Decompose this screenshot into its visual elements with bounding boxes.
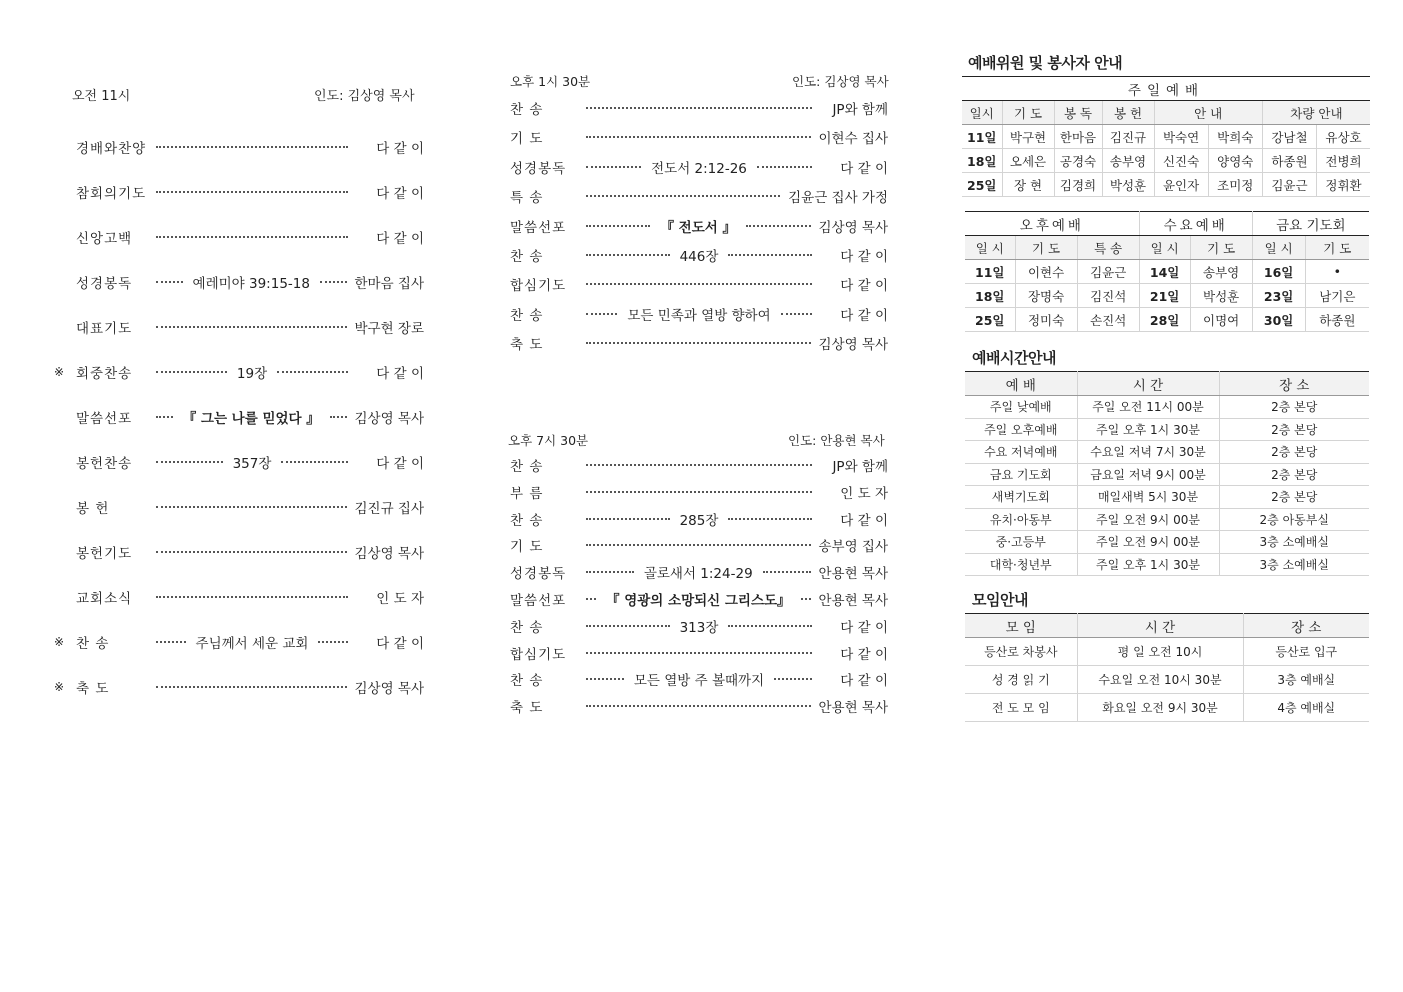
table-row	[965, 666, 1369, 694]
service-item	[76, 227, 424, 247]
evening-time: 오후 7시 30분	[508, 433, 589, 448]
leader-dots	[156, 191, 348, 193]
service-item	[54, 362, 424, 382]
table-cell: 25일	[962, 173, 1002, 197]
item-leader: 다 같 이	[376, 186, 424, 202]
item-leader: JP와 함께	[832, 102, 888, 118]
item-label: 경배와찬양	[76, 141, 147, 157]
table-cell: 14일	[1139, 260, 1190, 284]
leader-dots	[156, 236, 348, 238]
table-cell: 유치·아동부	[965, 508, 1077, 531]
leader-dots	[586, 544, 811, 546]
table-row	[962, 125, 1370, 149]
item-leader: 다 같 이	[840, 673, 888, 690]
col-place: 장 소	[1219, 372, 1369, 396]
table-row	[965, 308, 1369, 332]
item-leader: 한마음 집사	[354, 276, 424, 292]
item-leader: 김상영 목사	[818, 337, 888, 354]
table-cell: 21일	[1139, 284, 1190, 308]
table-cell: 하종원	[1262, 149, 1316, 173]
table-cell: 3층 소예배실	[1219, 531, 1369, 554]
item-detail: 『 영광의 소망되신 그리스도』	[606, 593, 791, 609]
item-detail: 모든 열방 주 볼때까지	[633, 673, 765, 690]
leader-dots	[156, 362, 348, 382]
service-item	[76, 497, 424, 517]
stand-mark: ※	[54, 365, 65, 379]
item-label: 봉 헌	[76, 501, 110, 517]
item-detail: 446장	[679, 249, 719, 265]
leader-dots	[586, 491, 812, 493]
table-cell: 수요일 저녁 7시 30분	[1077, 441, 1219, 464]
table-cell: 3층 소예배실	[1219, 553, 1369, 576]
service-item	[510, 216, 888, 236]
item-leader: 다 같 이	[840, 646, 888, 663]
service-item	[510, 157, 888, 177]
item-leader: 다 같 이	[840, 160, 888, 177]
leader-dots	[586, 509, 812, 529]
sub-header: 일 시	[1139, 236, 1190, 260]
table-cell: 등산로 입구	[1243, 638, 1369, 666]
item-leader: 이현수 집사	[818, 131, 888, 148]
staff-title: 예배위원 및 봉사자 안내	[968, 54, 1123, 72]
item-label: 찬 송	[510, 512, 544, 529]
table-row	[965, 694, 1369, 722]
item-leader: 다 같 이	[376, 141, 424, 157]
table-cell: 김윤근	[1077, 260, 1139, 284]
item-detail: 전도서 2:12-26	[651, 160, 747, 177]
table-cell: 주일 오전 9시 00분	[1077, 508, 1219, 531]
item-label: 찬 송	[510, 619, 544, 636]
table-cell: 정휘환	[1317, 173, 1370, 197]
sunday-title: 주일예배	[962, 77, 1370, 101]
service-item	[510, 482, 888, 502]
leader-dots	[156, 146, 348, 148]
table-cell: 하종원	[1305, 308, 1369, 332]
item-label: 봉헌찬송	[76, 456, 133, 472]
table-cell: 25일	[965, 308, 1015, 332]
item-detail: 주님께서 세운 교회	[195, 636, 309, 652]
item-leader: 다 같 이	[376, 366, 424, 382]
service-item	[76, 407, 424, 427]
item-leader: 안용현 목사	[818, 593, 888, 609]
table-cell: 김진규	[1102, 125, 1154, 149]
service-item	[54, 677, 424, 697]
col-time: 시 간	[1077, 372, 1219, 396]
item-label: 말씀선포	[510, 593, 567, 609]
item-label: 축 도	[510, 700, 544, 717]
service-item	[54, 632, 424, 652]
table-row	[965, 463, 1369, 486]
item-leader: 안용현 목사	[818, 566, 888, 583]
item-leader: 김상영 목사	[354, 411, 424, 427]
leader-dots	[586, 342, 811, 344]
table-cell: 주일 오후예배	[965, 418, 1077, 441]
item-leader: 김진규 집사	[354, 501, 424, 517]
item-label: 신앙고백	[76, 231, 133, 247]
item-detail: 313장	[679, 619, 719, 636]
table-cell: 김진석	[1077, 284, 1139, 308]
item-label: 부 름	[510, 485, 544, 502]
service-item	[510, 616, 888, 636]
table-cell: 새벽기도회	[965, 486, 1077, 509]
stand-mark: ※	[54, 635, 65, 649]
table-cell: 중·고등부	[965, 531, 1077, 554]
leader-dots	[586, 195, 780, 197]
service-item	[510, 509, 888, 529]
col-reading: 봉 독	[1054, 101, 1102, 125]
leader-dots	[156, 632, 348, 652]
leader-dots	[156, 407, 347, 427]
item-leader: 김윤근 집사 가정	[788, 190, 888, 207]
service-item	[510, 589, 888, 609]
service-item	[510, 127, 888, 147]
leader-dots	[156, 686, 347, 688]
item-label: 찬 송	[510, 673, 544, 690]
service-item	[510, 245, 888, 265]
afternoon-time: 오후 1시 30분	[510, 74, 591, 89]
leader-dots	[156, 452, 348, 472]
table-row	[965, 441, 1369, 464]
sunday-staff-table	[962, 76, 1370, 197]
table-cell: 김윤근	[1262, 173, 1316, 197]
service-item	[510, 455, 888, 475]
table-cell: 오세은	[1002, 149, 1054, 173]
service-item	[510, 98, 888, 118]
sub-header: 기 도	[1015, 236, 1077, 260]
table-cell: 2층 본당	[1219, 486, 1369, 509]
table-cell: 박성훈	[1102, 173, 1154, 197]
item-detail: 19장	[236, 366, 268, 382]
meetings-title: 모임안내	[972, 591, 1028, 609]
evening-leader: 인도: 안용현 목사	[788, 433, 885, 448]
table-cell: 장 현	[1002, 173, 1054, 197]
service-item	[76, 587, 424, 607]
item-label: 찬 송	[510, 459, 544, 475]
item-leader: 김상영 목사	[818, 219, 888, 236]
table-cell: 박성훈	[1190, 284, 1252, 308]
service-item	[510, 304, 888, 324]
item-detail: 모든 민족과 열방 향하여	[627, 307, 771, 324]
leader-dots	[586, 562, 811, 582]
weekday-staff-table	[965, 211, 1369, 332]
service-item	[510, 643, 888, 663]
table-cell: 주일 낮예배	[965, 396, 1077, 419]
table-cell: 조미정	[1208, 173, 1262, 197]
item-label: 대표기도	[76, 321, 133, 337]
leader-dots	[586, 464, 812, 466]
group-wednesday: 수요예배	[1139, 212, 1252, 236]
stand-mark: ※	[54, 680, 65, 694]
service-item	[510, 669, 888, 689]
meetings-table	[965, 613, 1369, 722]
table-cell: 한마음	[1054, 125, 1102, 149]
table-cell: 전병희	[1317, 149, 1370, 173]
item-label: 회중찬송	[76, 366, 133, 382]
table-cell: 매일새벽 5시 30분	[1077, 486, 1219, 509]
table-row	[965, 260, 1369, 284]
table-cell: 11일	[962, 125, 1002, 149]
leader-dots	[156, 596, 348, 598]
service-item	[76, 137, 424, 157]
item-leader: 다 같 이	[840, 249, 888, 265]
leader-dots	[156, 506, 347, 508]
item-label: 봉헌기도	[76, 546, 133, 562]
service-item	[76, 542, 424, 562]
sub-header: 일 시	[1252, 236, 1305, 260]
item-label: 성경봉독	[76, 276, 133, 292]
item-label: 참회의기도	[76, 186, 147, 202]
item-leader: 박구현 장로	[354, 321, 424, 337]
table-cell: 주일 오후 1시 30분	[1077, 418, 1219, 441]
table-cell: 강남철	[1262, 125, 1316, 149]
item-label: 성경봉독	[510, 566, 567, 583]
item-leader: 김상영 목사	[354, 681, 424, 697]
item-label: 축 도	[510, 337, 544, 354]
item-label: 교회소식	[76, 591, 133, 607]
item-leader: 다 같 이	[376, 456, 424, 472]
table-cell: 수요 저녁예배	[965, 441, 1077, 464]
leader-dots	[586, 107, 812, 109]
item-leader: 인 도 자	[376, 591, 424, 607]
morning-time: 오전 11시	[72, 89, 131, 104]
table-cell: 성 경 읽 기	[965, 666, 1077, 694]
table-row	[965, 418, 1369, 441]
service-item	[510, 186, 888, 206]
item-detail: 『 그는 나를 믿었다 』	[182, 411, 320, 427]
table-cell: 박숙연	[1154, 125, 1208, 149]
leader-dots	[156, 551, 347, 553]
table-cell: 주일 오전 9시 00분	[1077, 531, 1219, 554]
table-cell: 2층 본당	[1219, 418, 1369, 441]
service-item	[510, 274, 888, 294]
table-cell: 주일 오전 11시 00분	[1077, 396, 1219, 419]
table-cell: 2층 본당	[1219, 441, 1369, 464]
col-meeting: 모 임	[965, 614, 1077, 638]
item-label: 특 송	[510, 190, 544, 207]
item-label: 말씀선포	[76, 411, 133, 427]
table-cell: 전 도 모 임	[965, 694, 1077, 722]
table-cell: 주일 오후 1시 30분	[1077, 553, 1219, 576]
table-cell: 금요 기도회	[965, 463, 1077, 486]
leader-dots	[586, 589, 811, 609]
table-cell: 정미숙	[1015, 308, 1077, 332]
leader-dots	[586, 216, 811, 236]
leader-dots	[586, 705, 811, 707]
item-label: 말씀선포	[510, 219, 567, 236]
table-cell: •	[1305, 260, 1369, 284]
table-cell: 박구현	[1002, 125, 1054, 149]
item-leader: JP와 함께	[832, 459, 888, 475]
table-cell: 16일	[1252, 260, 1305, 284]
item-leader: 다 같 이	[376, 231, 424, 247]
table-cell: 평 일 오전 10시	[1077, 638, 1243, 666]
item-label: 찬 송	[510, 307, 544, 324]
service-item	[510, 535, 888, 555]
table-cell: 유상호	[1317, 125, 1370, 149]
leader-dots	[586, 669, 812, 689]
sub-header: 기 도	[1305, 236, 1369, 260]
table-cell: 신진숙	[1154, 149, 1208, 173]
table-row	[965, 396, 1369, 419]
table-cell: 18일	[962, 149, 1002, 173]
col-meeting-place: 장 소	[1243, 614, 1369, 638]
schedule-title: 예배시간안내	[972, 349, 1056, 367]
table-cell: 등산로 차봉사	[965, 638, 1077, 666]
service-item	[76, 272, 424, 292]
group-afternoon: 오후예배	[965, 212, 1139, 236]
leader-dots	[586, 157, 812, 177]
col-service: 예 배	[965, 372, 1077, 396]
table-row	[965, 553, 1369, 576]
morning-leader: 인도: 김상영 목사	[314, 89, 415, 104]
item-detail: 예레미야 39:15-18	[192, 276, 310, 292]
item-detail: 285장	[679, 512, 719, 529]
sub-header: 특 송	[1077, 236, 1139, 260]
leader-dots	[156, 272, 347, 292]
sub-header: 기 도	[1190, 236, 1252, 260]
item-leader: 김상영 목사	[354, 546, 424, 562]
table-cell: 4층 예배실	[1243, 694, 1369, 722]
item-leader: 다 같 이	[840, 307, 888, 324]
table-cell: 김경희	[1054, 173, 1102, 197]
service-item	[76, 452, 424, 472]
table-cell: 이명여	[1190, 308, 1252, 332]
table-cell: 남기은	[1305, 284, 1369, 308]
col-usher: 안 내	[1154, 101, 1262, 125]
table-cell: 박희숙	[1208, 125, 1262, 149]
col-vehicle: 차량 안내	[1262, 101, 1370, 125]
service-item	[76, 182, 424, 202]
afternoon-leader: 인도: 김상영 목사	[792, 74, 889, 89]
leader-dots	[586, 616, 812, 636]
table-cell: 장명숙	[1015, 284, 1077, 308]
table-cell: 23일	[1252, 284, 1305, 308]
table-cell: 대학·청년부	[965, 553, 1077, 576]
item-detail: 『 전도서 』	[660, 219, 737, 236]
service-item	[510, 696, 888, 716]
table-cell: 윤인자	[1154, 173, 1208, 197]
item-leader: 인 도 자	[840, 485, 888, 502]
item-label: 기 도	[510, 131, 544, 148]
item-label: 찬 송	[510, 249, 544, 265]
leader-dots	[586, 283, 812, 285]
table-row	[965, 508, 1369, 531]
table-cell: 이현수	[1015, 260, 1077, 284]
item-label: 합심기도	[510, 278, 567, 295]
table-row	[962, 173, 1370, 197]
table-cell: 30일	[1252, 308, 1305, 332]
table-row	[965, 486, 1369, 509]
item-leader: 안용현 목사	[818, 700, 888, 717]
item-label: 찬 송	[76, 636, 110, 652]
col-offering: 봉 헌	[1102, 101, 1154, 125]
item-label: 축 도	[76, 681, 110, 697]
leader-dots	[586, 304, 812, 324]
leader-dots	[586, 136, 811, 138]
sub-header: 일 시	[965, 236, 1015, 260]
table-cell: 공경숙	[1054, 149, 1102, 173]
table-cell: 2층 본당	[1219, 396, 1369, 419]
item-detail: 골로새서 1:24-29	[643, 566, 753, 583]
table-cell: 18일	[965, 284, 1015, 308]
table-cell: 금요일 저녁 9시 00분	[1077, 463, 1219, 486]
item-label: 찬 송	[510, 102, 544, 118]
table-row	[962, 149, 1370, 173]
table-cell: 송부영	[1190, 260, 1252, 284]
col-date: 일시	[962, 101, 1002, 125]
schedule-table	[965, 371, 1369, 576]
leader-dots	[586, 652, 812, 654]
table-row	[965, 638, 1369, 666]
table-row	[965, 284, 1369, 308]
leader-dots	[586, 245, 812, 265]
item-label: 성경봉독	[510, 160, 567, 177]
item-leader: 송부영 집사	[818, 539, 888, 556]
table-cell: 11일	[965, 260, 1015, 284]
item-label: 합심기도	[510, 646, 567, 663]
col-meeting-time: 시 간	[1077, 614, 1243, 638]
item-detail: 357장	[232, 456, 272, 472]
item-leader: 다 같 이	[840, 278, 888, 295]
item-leader: 다 같 이	[840, 512, 888, 529]
table-cell: 2층 아동부실	[1219, 508, 1369, 531]
item-label: 기 도	[510, 539, 544, 556]
table-cell: 수요일 오전 10시 30분	[1077, 666, 1243, 694]
table-cell: 손진석	[1077, 308, 1139, 332]
item-leader: 다 같 이	[376, 636, 424, 652]
table-cell: 3층 예배실	[1243, 666, 1369, 694]
table-cell: 양영숙	[1208, 149, 1262, 173]
table-row	[965, 531, 1369, 554]
table-cell: 화요일 오전 9시 30분	[1077, 694, 1243, 722]
service-item	[510, 562, 888, 582]
leader-dots	[156, 326, 347, 328]
table-cell: 2층 본당	[1219, 463, 1369, 486]
group-friday: 금요 기도회	[1252, 212, 1369, 236]
service-item	[76, 317, 424, 337]
item-leader: 다 같 이	[840, 619, 888, 636]
service-item	[510, 333, 888, 353]
col-prayer: 기 도	[1002, 101, 1054, 125]
table-cell: 28일	[1139, 308, 1190, 332]
table-cell: 송부영	[1102, 149, 1154, 173]
